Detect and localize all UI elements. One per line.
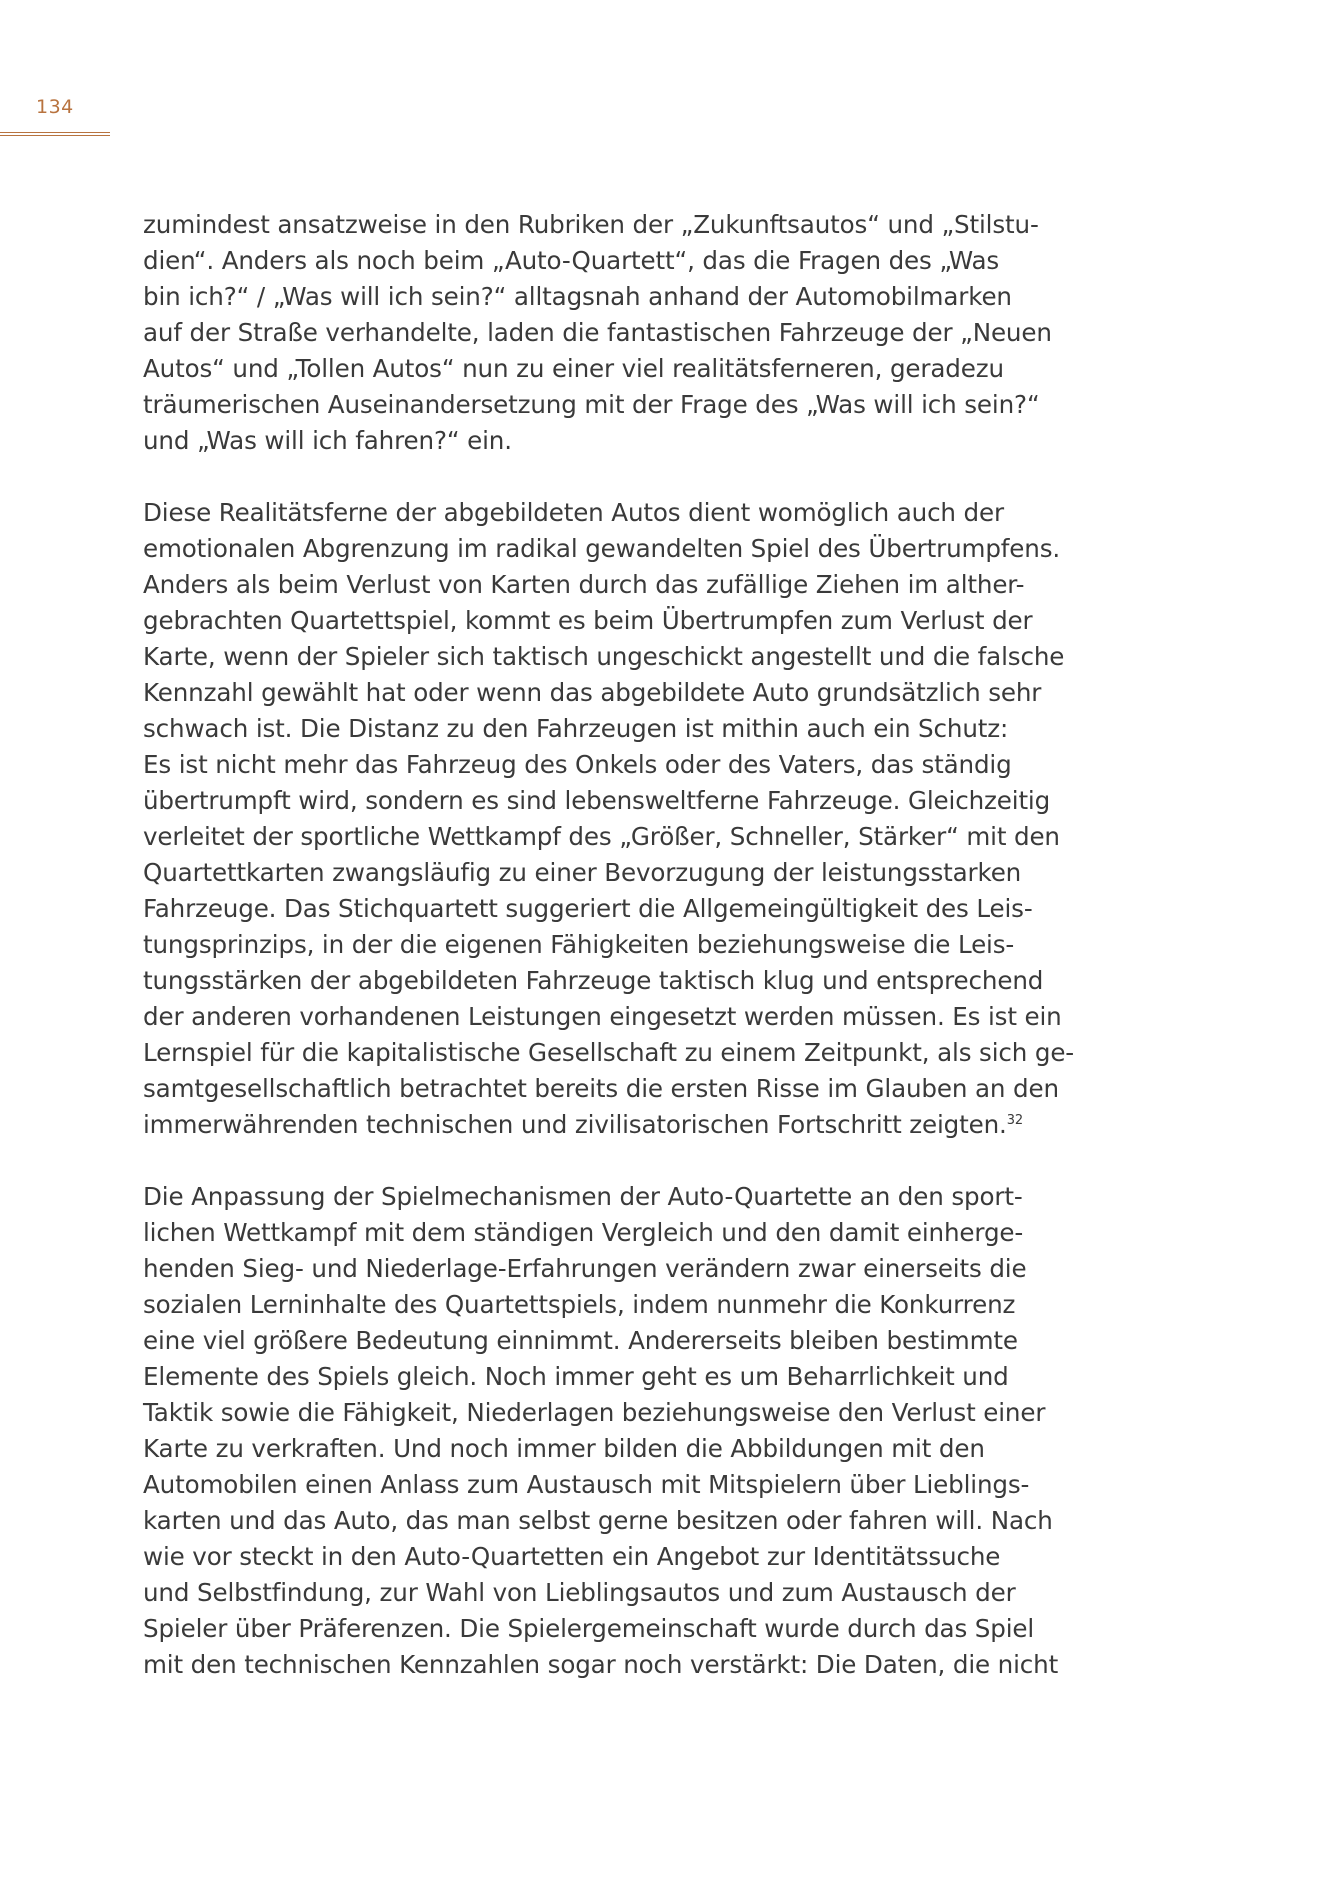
body-text xyxy=(143,207,1075,1719)
text-line xyxy=(143,999,1062,1035)
text-line xyxy=(143,855,1043,891)
line-text: der anderen vorhandenen Leistungen eingesetzt werden müssen. Es ist ein xyxy=(143,1002,1062,1031)
header-rule-top xyxy=(0,132,110,133)
line-text: Diese Realitätsferne der abgebildeten Autos dient womöglich auch der xyxy=(143,498,1004,527)
line-text: übertrumpft wird, sondern es sind lebensweltferne Fahrzeuge. Gleichzeitig xyxy=(143,786,1051,815)
line-text: Die Anpassung der Spielmechanismen der Auto-Quartette an den sport- xyxy=(143,1182,1023,1211)
text-line xyxy=(143,783,1051,819)
text-line xyxy=(143,963,1043,999)
line-text: bin ich?“ / „Was will ich sein?“ alltagsnah anhand der Automobilmarken xyxy=(143,282,1012,311)
text-line xyxy=(143,603,1043,639)
text-line xyxy=(143,495,1043,531)
text-line xyxy=(143,1539,1043,1575)
line-text: Elemente des Spiels gleich. Noch immer geht es um Beharrlichkeit und xyxy=(143,1362,1009,1391)
text-line xyxy=(143,1467,1043,1503)
line-text: und „Was will ich fahren?“ ein. xyxy=(143,426,512,455)
line-text: zumindest ansatzweise in den Rubriken der „Zukunftsautos“ und „Stilstu- xyxy=(143,210,1039,239)
text-line xyxy=(143,1503,1053,1539)
line-text: Karte zu verkraften. Und noch immer bilden die Abbildungen mit den xyxy=(143,1434,985,1463)
line-text: tungsstärken der abgebildeten Fahrzeuge taktisch klug und entsprechend xyxy=(143,966,1044,995)
line-text: auf der Straße verhandelte, laden die fantastischen Fahrzeuge der „Neuen xyxy=(143,318,1052,347)
text-line xyxy=(143,279,1043,315)
text-line xyxy=(143,1107,1043,1143)
text-line xyxy=(143,1575,1043,1611)
text-line xyxy=(143,891,1043,927)
text-line xyxy=(143,1359,1043,1395)
line-text: lichen Wettkampf mit dem ständigen Vergleich und den damit einherge- xyxy=(143,1218,1024,1247)
text-line xyxy=(143,387,1043,423)
text-line xyxy=(143,747,1043,783)
text-line xyxy=(143,1431,1043,1467)
text-line xyxy=(143,1647,1059,1683)
text-line xyxy=(143,315,1052,351)
text-line xyxy=(143,423,1043,459)
line-text: Automobilen einen Anlass zum Austausch mit Mitspielern über Lieblings- xyxy=(143,1470,1030,1499)
page-number: 134 xyxy=(36,96,74,118)
header-rule-bottom xyxy=(0,135,110,136)
text-line xyxy=(143,711,1043,747)
text-line xyxy=(143,243,1043,279)
line-text: sozialen Lerninhalte des Quartettspiels, indem nunmehr die Konkurrenz xyxy=(143,1290,1016,1319)
line-text: Spieler über Präferenzen. Die Spielergemeinschaft wurde durch das Spiel xyxy=(143,1614,1035,1643)
line-text: karten und das Auto, das man selbst gerne besitzen oder fahren will. Nach xyxy=(143,1506,1053,1535)
text-line xyxy=(143,1323,1043,1359)
line-text: Anders als beim Verlust von Karten durch das zufällige Ziehen im alther- xyxy=(143,570,1025,599)
line-text: Quartettkarten zwangsläufig zu einer Bevorzugung der leistungsstarken xyxy=(143,858,1022,887)
text-line xyxy=(143,1251,1043,1287)
text-line xyxy=(143,531,1061,567)
text-line xyxy=(143,639,1065,675)
paragraph-2 xyxy=(143,495,1075,1143)
line-text: dien“. Anders als noch beim „Auto-Quartett“, das die Fragen des „Was xyxy=(143,246,1000,275)
text-line xyxy=(143,1035,1075,1071)
line-text: und Selbstfindung, zur Wahl von Lieblingsautos und zum Austausch der xyxy=(143,1578,1016,1607)
text-line xyxy=(143,1611,1043,1647)
line-text: wie vor steckt in den Auto-Quartetten ein Angebot zur Identitätssuche xyxy=(143,1542,1001,1571)
text-line xyxy=(143,351,1043,387)
line-text: Lernspiel für die kapitalistische Gesellschaft zu einem Zeitpunkt, als sich ge- xyxy=(143,1038,1075,1067)
line-text: verleitet der sportliche Wettkampf des „Größer, Schneller, Stärker“ mit den xyxy=(143,822,1060,851)
line-text: Es ist nicht mehr das Fahrzeug des Onkels oder des Vaters, das ständig xyxy=(143,750,1012,779)
line-text: eine viel größere Bedeutung einnimmt. Andererseits bleiben bestimmte xyxy=(143,1326,1018,1355)
line-text: Kennzahl gewählt hat oder wenn das abgebildete Auto grundsätzlich sehr xyxy=(143,678,1042,707)
text-line xyxy=(143,1071,1059,1107)
line-text: henden Sieg- und Niederlage-Erfahrungen verändern zwar einerseits die xyxy=(143,1254,1027,1283)
line-text: emotionalen Abgrenzung im radikal gewandelten Spiel des Übertrumpfens. xyxy=(143,534,1061,563)
line-text: immerwährenden technischen und zivilisatorischen Fortschritt zeigten. xyxy=(143,1110,1007,1139)
text-line xyxy=(143,927,1043,963)
line-text: träumerischen Auseinandersetzung mit der Frage des „Was will ich sein?“ xyxy=(143,390,1040,419)
text-line xyxy=(143,1395,1046,1431)
text-line xyxy=(143,819,1060,855)
line-text: mit den technischen Kennzahlen sogar noch verstärkt: Die Daten, die nicht xyxy=(143,1650,1059,1679)
text-line xyxy=(143,567,1043,603)
line-text: tungsprinzips, in der die eigenen Fähigkeiten beziehungsweise die Leis- xyxy=(143,930,1015,959)
text-line xyxy=(143,1179,1043,1215)
line-text: Taktik sowie die Fähigkeit, Niederlagen beziehungsweise den Verlust einer xyxy=(143,1398,1046,1427)
paragraph-3 xyxy=(143,1179,1059,1683)
text-line xyxy=(143,1287,1043,1323)
paragraph-1 xyxy=(143,207,1052,459)
line-text: Karte, wenn der Spieler sich taktisch ungeschickt angestellt und die falsche xyxy=(143,642,1065,671)
line-text: gebrachten Quartettspiel, kommt es beim Übertrumpfen zum Verlust der xyxy=(143,606,1033,635)
line-text: samtgesellschaftlich betrachtet bereits die ersten Risse im Glauben an den xyxy=(143,1074,1059,1103)
line-text: Autos“ und „Tollen Autos“ nun zu einer viel realitätsferneren, geradezu xyxy=(143,354,1004,383)
line-text: Fahrzeuge. Das Stichquartett suggeriert die Allgemeingültigkeit des Leis- xyxy=(143,894,1033,923)
text-line xyxy=(143,1215,1043,1251)
text-line xyxy=(143,675,1043,711)
footnote-marker[interactable]: 32 xyxy=(1006,1112,1023,1128)
line-text: schwach ist. Die Distanz zu den Fahrzeugen ist mithin auch ein Schutz: xyxy=(143,714,1009,743)
text-line xyxy=(143,207,1043,243)
